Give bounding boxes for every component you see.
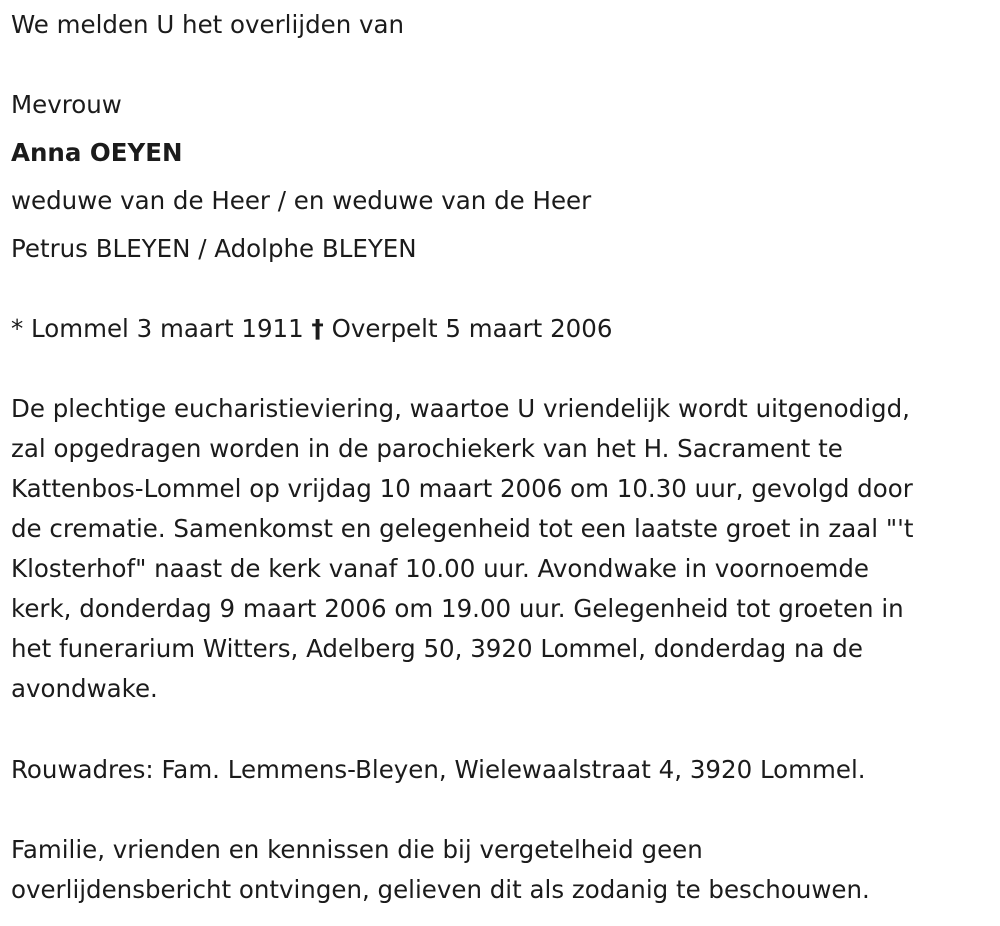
life-dates [11, 309, 612, 349]
ceremony-line: avondwake. [11, 674, 158, 703]
closing-paragraph [11, 830, 996, 910]
ceremony-line: kerk, donderdag 9 maart 2006 om 19.00 uur. Gelegenheid tot groeten in [11, 594, 904, 623]
closing-line: overlijdensbericht ontvingen, gelieven dit als zodanig te beschouwen. [11, 875, 870, 904]
honorific: Mevrouw [11, 90, 122, 119]
birth-info: * Lommel 3 maart 1911 [11, 314, 304, 343]
deceased-name: Anna OEYEN [11, 138, 183, 167]
ceremony-line: De plechtige eucharistieviering, waartoe U vriendelijk wordt uitgenodigd, [11, 394, 910, 423]
closing-line: Familie, vrienden en kennissen die bij vergetelheid geen [11, 835, 703, 864]
ceremony-line: het funerarium Witters, Adelberg 50, 3920 Lommel, donderdag na de [11, 634, 863, 663]
ceremony-paragraph [11, 389, 996, 709]
ceremony-line: Kattenbos-Lommel op vrijdag 10 maart 2006 om 10.30 uur, gevolgd door [11, 474, 913, 503]
ceremony-line: Klosterhof" naast de kerk vanaf 10.00 uur. Avondwake in voornoemde [11, 554, 870, 583]
ceremony-line: de crematie. Samenkomst en gelegenheid tot een laatste groet in zaal "'t [11, 514, 914, 543]
ceremony-line: zal opgedragen worden in de parochiekerk van het H. Sacrament te [11, 434, 843, 463]
mourning-address: Rouwadres: Fam. Lemmens-Bleyen, Wielewaalstraat 4, 3920 Lommel. [11, 755, 866, 784]
relation-text: weduwe van de Heer / en weduwe van de Heer [11, 186, 592, 215]
death-info: Overpelt 5 maart 2006 [331, 314, 613, 343]
spouses-text: Petrus BLEYEN / Adolphe BLEYEN [11, 234, 417, 263]
intro-text: We melden U het overlijden van [11, 10, 405, 39]
cross-icon: † [311, 314, 324, 343]
